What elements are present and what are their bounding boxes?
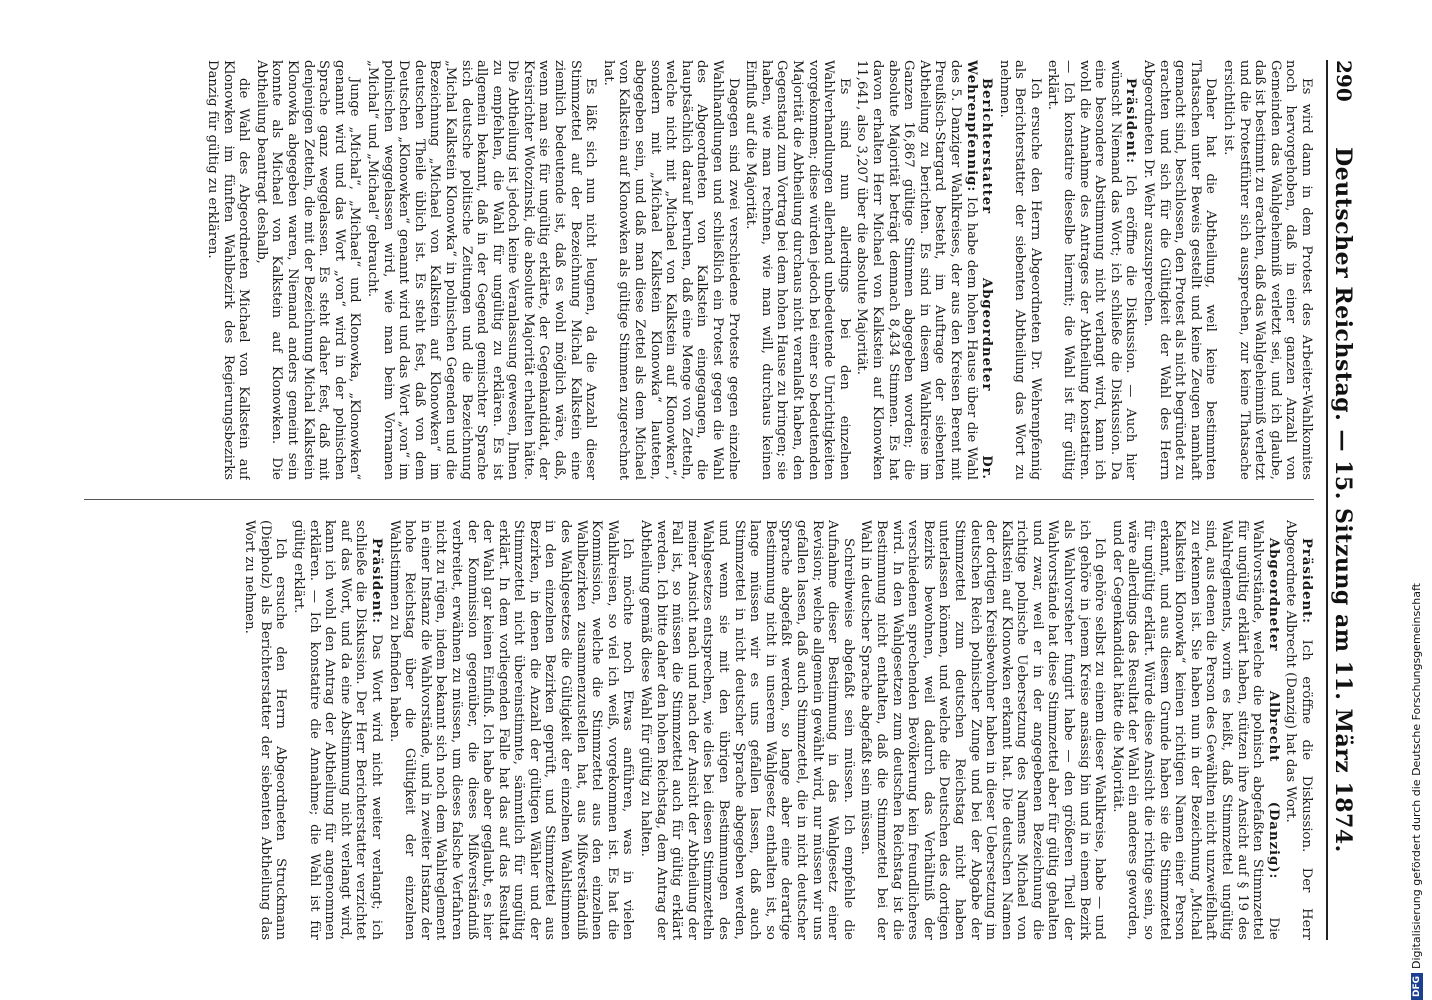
running-title: Deutscher Reichstag. — 15. Sitzung am 11. März 1874. bbox=[1330, 147, 1356, 853]
paragraph: Präsident: Ich eröffne die Diskussion. — Auch hier wünscht Niemand das Wort; ich schließe die Diskussion. Da eine besondere Abstimmung nicht verlangt wird, kann ich wohl die Annahme des Antrages der Abtheilung konstatiren. — Ich konstatire dieselbe hiermit; die Wahl ist für gültig erklärt. bbox=[1045, 60, 1139, 480]
paragraph: Es sind nun allerdings bei den einzelnen Wahlverhandlungen allerhand unbedeutende Unrichtigkeiten vorgekommen; diese würden jedoch bei einer so bedeutenden Majorität die Abtheilung durchaus nicht veranlaßt haben, den Gegenstand zum Vortrag bei dem hohen Hause zu bringen; sie haben, wie man rechnen, wie man will, durchaus keinen Einfluß auf die Majorität. bbox=[743, 60, 852, 480]
speaker-name: Präsident: bbox=[1299, 538, 1314, 625]
speaker-name: Abgeordneter Albrecht (Danzig): bbox=[1265, 538, 1281, 880]
page-number: 290 bbox=[1332, 60, 1356, 102]
paragraph: Berichterstatter Abgeordneter Dr. Wehrenpfennig: Ich habe dem hohen Hause über die Wahl des 5. Danziger Wahlkreises, der aus den Kreisen Berent mit Preußisch-Stargard besteht, im Auftrage der siebenten Abtheilung zu berichten. Es sind in diesem Wahlkreise im Ganzen 16,867 gültige Stimmen abgegeben worden; die absolute Majorität beträgt demnach 8,434 Stimmen. Es hat davon erhalten Herr Michael von Kalkstein auf Klonowken 11,641, also 3,207 über die absolute Majorität. bbox=[854, 60, 995, 480]
paragraph: Es läßt sich nun nicht leugnen, da die Anzahl dieser Stimmzettel auf der Bezeichnung Michal Kalkstein eine ziemlich bedeutende ist, daß es wohl möglich wäre, daß, wenn man sie für ungültig erklärte, der Gegenkandidat, der Kreisrichter Wotozinski, die absolute Majorität erhalten hätte. Die Abtheilung ist jedoch keine Veranlassung gewesen, Ihnen zu empfehlen, die Wahl für ungültig zu erklären. Es ist allgemein bekannt, daß in der Gegend gemischter Sprache sich deutsche politische Zeitungen und die Bezeichnung „Michal Kalkstein Klonowka“ in polnischen Gegenden und die Bezeichnung „Michael von Kalkstein auf Klonowken“ im deutschen Theile üblich ist. Es steht fest, daß von dem Deutschen „Klonowken“ genannt wird und das Wort „von“ im polnischen weggelassen wird, wie man beim Vornamen „Michal“ und „Michael“ gebraucht. bbox=[364, 60, 599, 480]
paragraph: Präsident: Ich eröffne die Diskussion. Der Herr Abgeordnete Albrecht (Danzig) hat das Wort. bbox=[1283, 520, 1314, 940]
paragraph: Schreibweise abgefaßt sein müssen. Ich empfehle die Aufnahme dieser Bestimmung in das Wahlgesetz einer Revision; welche allgemein gewählt wird, nur müssen wir uns gefallen lassen, daß auch Stimmzettel, die in nicht deutscher Sprache abgefaßt werden, so lange aber eine derartige Bestimmung nicht in unserem Wahlgesetz enthalten ist, so lange müssen wir es uns gefallen lassen, daß auch Stimmzettel in nicht deutscher Sprache abgegeben werden, und wenn sie mit den übrigen Bestimmungen des Wahlgesetzes entsprechen, wie dies bei diesen Stimmzetteln meiner Ansicht nach und nach der Ansicht der Abtheilung der Fall ist, so müssen die Stimmzettel auch für gültig erklärt werden. Ich bitte daher den hohen Reichstag, dem Antrag der Abtheilung gemäß diese Wahl für gültig zu halten. bbox=[638, 520, 856, 940]
paragraph: Ich ersuche den Herrn Abgeordneten Struckmann (Diepholz) als Berichterstatter der siebenten Abtheilung das Wort zu nehmen. bbox=[242, 520, 289, 940]
paragraph: Es wird dann in dem Protest des Arbeiter-Wahlkomites noch hervorgehoben, daß in einer ganzen Anzahl von Gemeinden das Wahlgeheimniß verletzt sei, und ich glaube, daß ist bestimmt zu erachten, daß das Wahlgeheimniß verletzt und die Protestführer sich aussprechen, zur keine Thatsache ersichtlich ist. bbox=[1221, 60, 1314, 480]
digitization-footer bbox=[1410, 0, 1426, 1000]
speaker-name: Präsident: bbox=[368, 538, 384, 625]
column-divider bbox=[84, 499, 1314, 500]
paragraph: Präsident: Das Wort wird nicht weiter verlangt; ich schließe die Diskussion. Der Herr Berichterstatter verzichtet auf das Wort, und da eine Abstimmung nicht verlangt wird, kann ich wohl den Antrag der Abtheilung für angenommen erklären. — Ich konstatire die Annahme; die Wahl ist für gültig erklärt. bbox=[291, 520, 384, 940]
right-column bbox=[84, 520, 1314, 940]
paragraph: Ich möchte noch Etwas anführen, was in vielen Wahlkreisen, so viel ich weiß, vorgekommen ist. Es hat die Kommission, welche die Stimmzettel aus den einzelnen Wahlbezirken zusammenzustellen hat, aus Mißverständniß des Wahlgesetzes die Gültigkeit der einzelnen Wahlstimmen in den einzelnen Bezirken geprüft, und Stimmzettel aus Bezirken, in denen die Anzahl der gültigen Wähler und der Stimmzettel nicht übereinstimmte, sämmtlich für ungültig erklärt. In dem vorliegenden Falle hat das auf das Resultat der Wahl gar keinen Einfluß. Ich habe aber geglaubt, es hier der Kommission gegenüber, die dieses Mißverständniß verbreitet, erwähnen zu müssen, um dieses falsche Verfahren nicht zu rügen, indem bekannt sich noch dem Wahlreglement in einer Instanz die Wahlvorstände, und in zweiter Instanz der hohe Reichstag über die Gültigkeit der einzelnen Wahlstimmen zu befinden haben. bbox=[386, 520, 636, 940]
speaker-name: Berichterstatter Abgeordneter Dr. Wehrenpfennig: bbox=[963, 60, 995, 480]
paragraph: Junge „Michal“, „Michael“ und Klonowka, „Klonowken“ genannt wird und das Wort „von“ wird in der polnischen Sprache ganz weggelassen. Es steht daher fest, daß mit denjenigen Zetteln, die mit der Bezeichnung Michal Kalkstein Klonowka abgegeben waren, Niemand anders gemeint sein konnte als Michael von Kalkstein auf Klonowken. Die Abtheilung beantragt deshalb, bbox=[253, 60, 363, 480]
left-column bbox=[84, 60, 1314, 480]
paragraph: Dagegen sind zwei verschiedene Proteste gegen einzelne Wahlhandlungen und schließlich ein Protest gegen die Wahl des Abgeordneten von Kalkstein eingegangen, die hauptsächlich darauf beruhen, daß eine Menge von Zetteln, welche nicht mit „Michael von Kalkstein auf Klonowken“, sondern mit „Michael Kalkstein Klonowka“ lauteten, abgegeben sein, und daß man diese Zettel als dem Michael von Kalkstein auf Klonowken als gültige Stimmen zugerechnet hat. bbox=[600, 60, 741, 480]
paragraph: Daher hat die Abtheilung, weil keine bestimmten Thatsachen unter Beweis gestellt und keine Zeugen namhaft gemacht sind, beschlossen, den Protest als nicht begründet zu erachten und sich für die Gültigkeit der Wahl des Herrn Abgeordneten Dr. Wehr auszusprechen. bbox=[1141, 60, 1219, 480]
page-header bbox=[1326, 60, 1362, 940]
paragraph: Abgeordneter Albrecht (Danzig): Die Wahlvorstände, welche die polnisch abgefaßten Stimmzettel für ungültig erklärt haben, stützen ihre Ansicht auf § 19 des Wahlreglements, worin es heißt, daß Stimmzettel ungültig sind, aus denen die Person des Gewählten nicht unzweifelhaft zu erkennen ist. Sie haben nun in der Bezeichnung „Michal Kalkstein Klonowka“ keinen richtigen Namen einer Person erkannt, und aus diesem Grunde haben sie die Stimmzettel für ungültig erklärt. Würde diese Ansicht die richtige sein, so wäre allerdings das Resultat der Wahl ein anderes geworden, und der Gegenkandidat hätte die Majorität. bbox=[1109, 520, 1281, 940]
paragraph: Ich gehöre selbst zu einem dieser Wahlkreise, habe — und ich gehöre in jenem Kreise ansässig bin und in einem Bezirk als Wahlvorsteher fungirt habe — den größeren Theil der Wahlvorstände hat diese Stimmzettel aber für gültig gehalten und zwar, weil er in der angegebenen Bezeichnung die richtige polnische Uebersetzung des Namens Michael von Kalkstein auf Klonowken erkannt hat. Die deutschen Namen der dortigen Kreisbewohner haben in dieser Uebersetzung im deutschen Reich polnischer Zunge und bei der Abgabe der Stimmzettel zum deutschen Reichstag nicht haben unterlassen können, und welche die Deutschen des dortigen Bezirks bewohnen, weil dadurch das Verhältniß der verschiedenen sprechenden Bevölkerung kein freundlicheres wird. In den Wahlgesetzen zum deutschen Reichstag ist die Bestimmung nicht enthalten, daß die Stimmzettel bei der Wahl in deutscher Sprache abgefaßt sein müssen. bbox=[858, 520, 1108, 940]
speaker-name: Präsident: bbox=[1123, 78, 1139, 165]
paragraph: die Wahl des Abgeordneten Michael von Kalkstein auf Klonowken im fünften Wahlbezirk des Regierungsbezirks Danzig für gültig zu erklären. bbox=[205, 60, 252, 480]
dfg-logo: DFG bbox=[1411, 973, 1423, 1000]
footer-text: Digitalisierung gefördert durch die Deutsche Forschungsgemeinschaft bbox=[1410, 583, 1423, 969]
paragraph: Ich ersuche den Herrn Abgeordneten Dr. Wehrenpfennig als Berichterstatter der siebenten Abtheilung das Wort zu nehmen. bbox=[996, 60, 1043, 480]
